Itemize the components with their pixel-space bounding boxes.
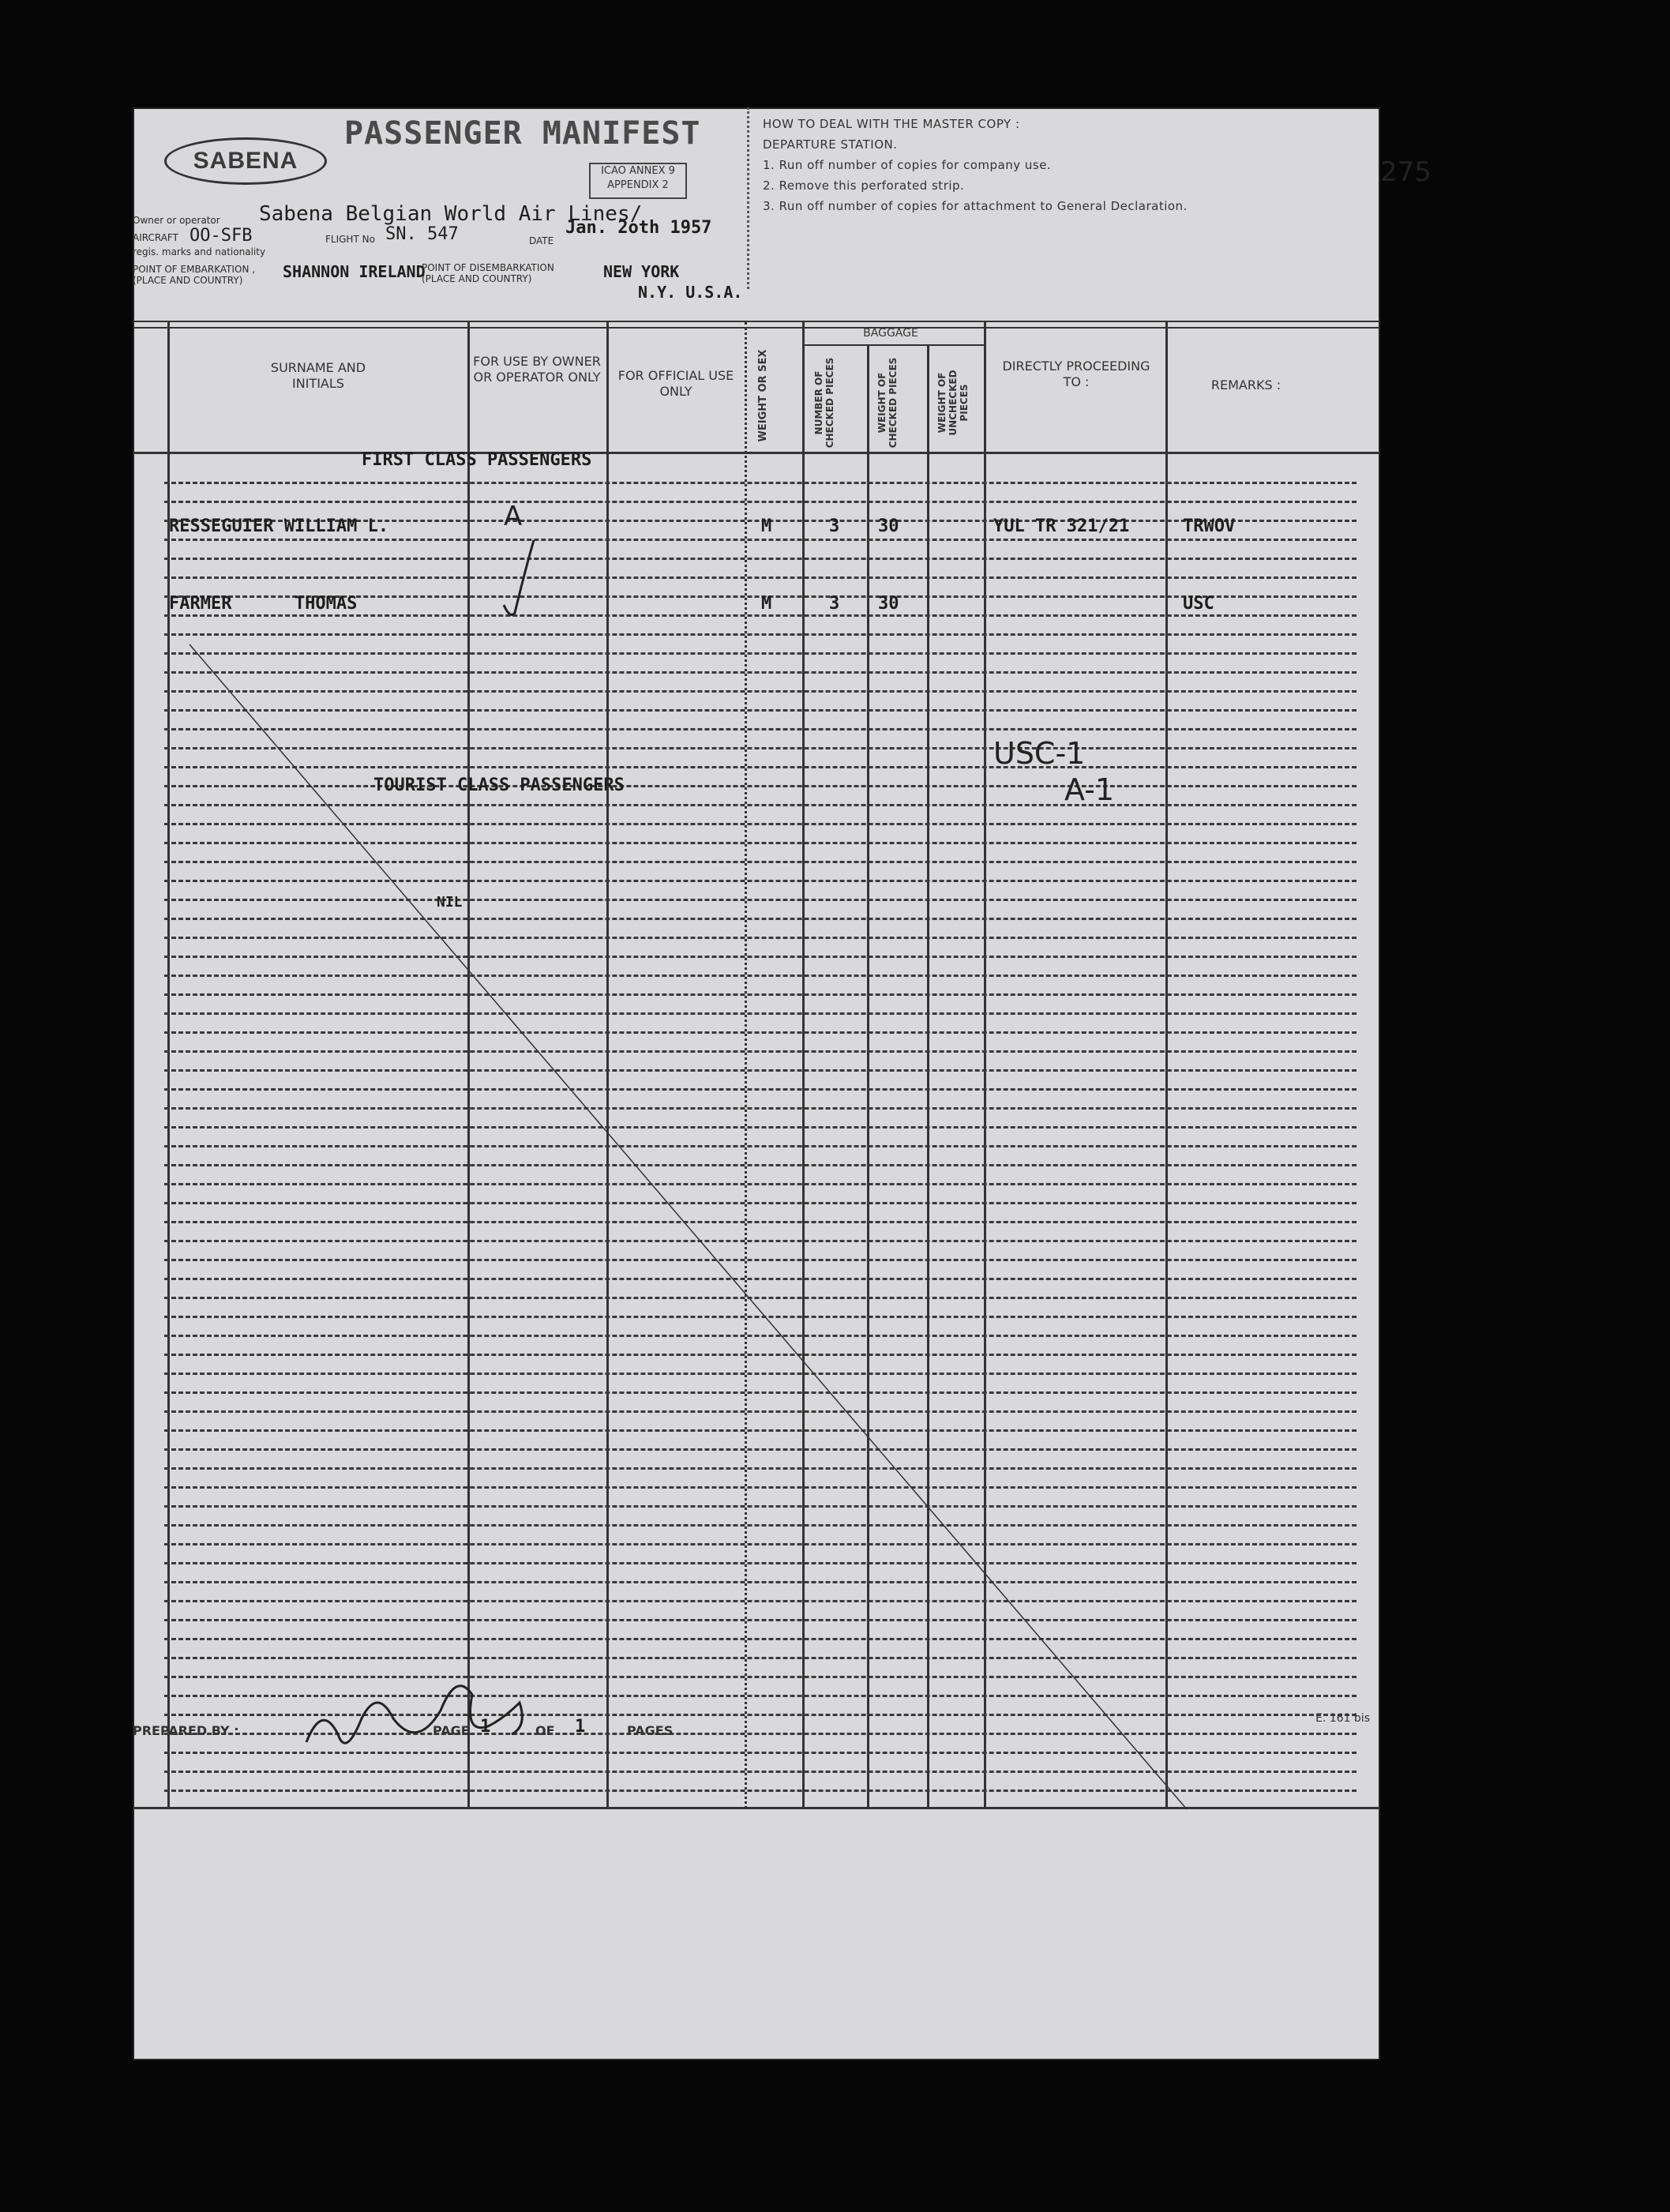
aircraft-value: OO-SFB (190, 226, 253, 246)
baggage-pieces: 3 (829, 516, 840, 536)
passenger-sex: M (761, 516, 772, 536)
header-official: FOR OFFICIAL USE ONLY (617, 368, 734, 399)
flight-value: SN. 547 (385, 224, 459, 244)
remarks-value: USC (1183, 594, 1214, 614)
page-stamp-number: 275 (1380, 156, 1432, 188)
header-checked-number: NUMBER OF CHECKED PIECES (813, 357, 835, 449)
proceeding-to: YUL TR 321/21 (993, 516, 1130, 536)
nil-entry: NIL (437, 894, 463, 911)
table-bottom-border (133, 1807, 1380, 1809)
disembarkation-value: NEW YORK (603, 262, 680, 281)
baggage-weight: 30 (878, 516, 899, 536)
remarks-value: TRWOV (1183, 516, 1236, 536)
aircraft-label: AIRCRAFT (133, 232, 178, 243)
first-class-heading: FIRST CLASS PASSENGERS (362, 450, 592, 470)
icao-annex: ICAO ANNEX 9 (601, 165, 675, 177)
icao-appendix: APPENDIX 2 (607, 179, 669, 191)
header-weight-sex: WEIGHT OR SEX (757, 349, 769, 442)
passenger-sex: M (761, 594, 772, 614)
pen-marks (133, 107, 1380, 2060)
page-label: PAGE (433, 1723, 470, 1738)
flight-label: FLIGHT No (325, 234, 375, 245)
total-pages: 1 (575, 1717, 586, 1737)
instructions-line: 1. Run off number of copies for company use. (763, 158, 1052, 172)
of-label: OF (535, 1723, 555, 1738)
logo-text: SABENA (193, 148, 298, 174)
operator-label: Owner or operator (133, 215, 220, 226)
header-surname: SURNAME AND INITIALS (270, 360, 366, 391)
baggage-weight: 30 (878, 594, 899, 614)
header-baggage: BAGGAGE (863, 327, 918, 340)
prepared-by-label: PREPARED BY : (133, 1723, 239, 1738)
header-unchecked-weight: WEIGHT OF UNCHECKED PIECES (936, 370, 970, 436)
strike-through-line (190, 644, 1187, 1809)
header-checked-weight: WEIGHT OF CHECKED PIECES (876, 357, 899, 449)
handwritten-note: A-1 (1064, 772, 1115, 807)
instructions-line: 3. Run off number of copies for attachment to General Declaration. (763, 199, 1188, 213)
manifest-sheet (133, 107, 1432, 2060)
pages-label: PAGES (627, 1723, 674, 1738)
disembarkation-country: N.Y. U.S.A. (638, 283, 743, 302)
baggage-pieces: 3 (829, 594, 840, 614)
page-number: 1 (480, 1717, 491, 1737)
checkmark-icon (504, 540, 534, 614)
tourist-class-heading: TOURIST CLASS PASSENGERS (373, 776, 625, 795)
header-owner: FOR USE BY OWNER OR OPERATOR ONLY (473, 354, 601, 385)
instructions-heading: HOW TO DEAL WITH THE MASTER COPY : (763, 117, 1020, 131)
embarkation-value: SHANNON IRELAND (283, 262, 426, 281)
embarkation-label: POINT OF EMBARKATION , (PLACE AND COUNTRY) (133, 264, 256, 286)
operator-value: Sabena Belgian World Air Lines/ (259, 202, 643, 226)
form-code: E. 161 bis (1315, 1712, 1370, 1725)
disembarkation-label: POINT OF DISEMBARKATION (PLACE AND COUNTRY) (422, 262, 554, 284)
aircraft-sublabel: regis. marks and nationality (133, 246, 266, 257)
passenger-name: RESSEGUIER WILLIAM L. (169, 516, 389, 536)
page-title: PASSENGER MANIFEST (344, 115, 701, 152)
header-remarks: REMARKS : (1210, 377, 1282, 392)
instructions-line: 2. Remove this perforated strip. (763, 178, 965, 193)
header-proceeding: DIRECTLY PROCEEDING TO : (1002, 359, 1150, 389)
handwritten-mark-a: A (504, 501, 523, 532)
date-value: Jan. 2oth 1957 (565, 218, 712, 238)
passenger-name: FARMER THOMAS (169, 594, 358, 614)
handwritten-note: USC-1 (993, 736, 1086, 771)
date-label: DATE (529, 235, 554, 246)
instructions-line: DEPARTURE STATION. (763, 137, 898, 152)
